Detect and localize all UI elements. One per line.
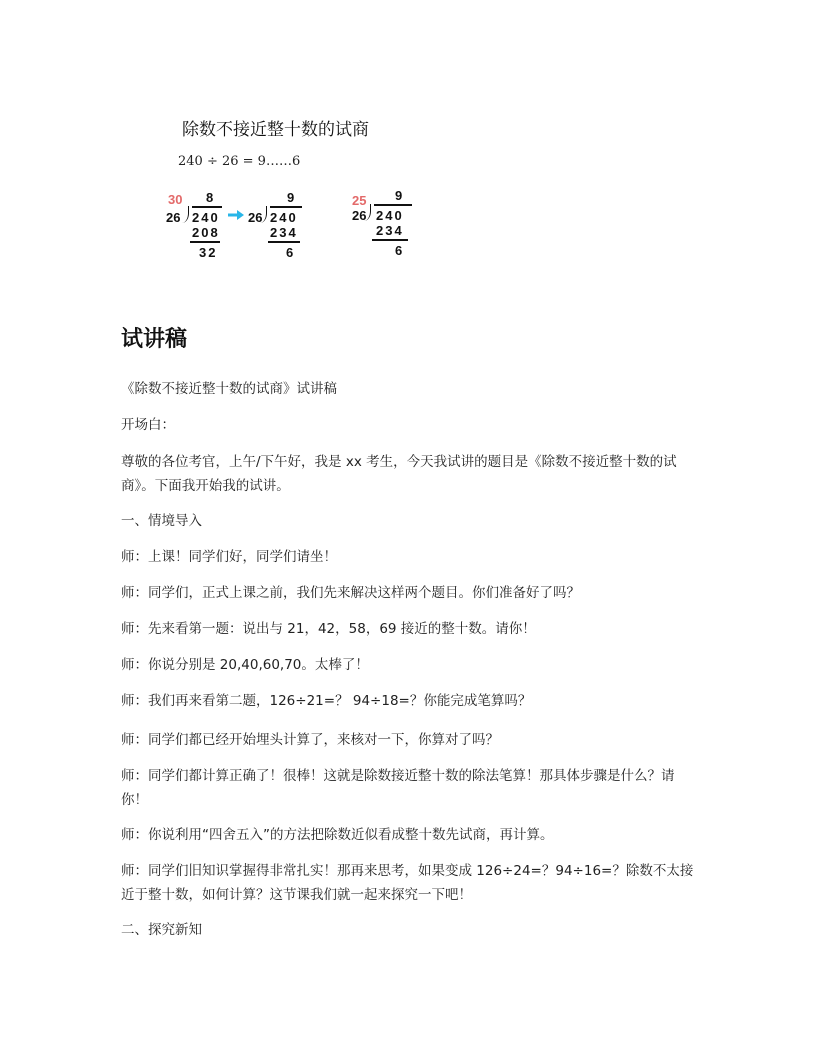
quotient: 9 xyxy=(287,190,295,205)
paragraph: 尊敬的各位考官，上午/下午好，我是 xx 考生，今天我试讲的题目是《除数不接近整十数的试商》。下面我开始我的试讲。 xyxy=(121,454,677,494)
paragraph: 师：你说分别是 20,40,60,70。太棒了！ xyxy=(121,657,369,673)
remainder: 32 xyxy=(199,245,218,260)
subtraction-line xyxy=(372,239,408,241)
long-division-3 xyxy=(352,188,418,258)
paragraph: 师：同学们都计算正确了！很棒！这就是除数接近整十数的除法笔算！那具体步骤是什么？请你！ xyxy=(121,768,675,808)
division-bar xyxy=(192,206,222,208)
division-equation: 240 ÷ 26 = 9……6 xyxy=(178,154,301,169)
dividend: 240 xyxy=(270,210,298,225)
remainder: 6 xyxy=(395,243,403,258)
section-heading: 试讲稿 xyxy=(121,327,188,352)
division-bracket xyxy=(182,206,189,223)
dividend: 240 xyxy=(192,210,220,225)
subtraction-line xyxy=(190,241,220,243)
paragraph: 师：同学们旧知识掌握得非常扎实！那再来思考，如果变成 126÷24=？94÷16=？除数不太接近于整十数，如何计算？这节课我们就一起来探究一下吧！ xyxy=(121,863,694,903)
figure-title: 除数不接近整十数的试商 xyxy=(182,120,369,140)
paragraph: 师：上课！同学们好，同学们请坐！ xyxy=(121,549,337,565)
long-division-1 xyxy=(166,190,226,260)
paragraph: 师：你说利用“四舍五入”的方法把除数近似看成整十数先试商，再计算。 xyxy=(121,827,554,843)
divisor: 26 xyxy=(166,210,181,225)
paragraph: 师：同学们都已经开始埋头计算了，来核对一下，你算对了吗？ xyxy=(121,732,499,748)
section-title: 一、情境导入 xyxy=(121,513,202,529)
product: 234 xyxy=(270,225,298,240)
product: 208 xyxy=(192,225,220,240)
divisor: 26 xyxy=(352,208,367,223)
quotient: 9 xyxy=(395,188,403,203)
dividend: 240 xyxy=(376,208,404,223)
arrow-right-icon xyxy=(228,210,244,220)
paragraph: 开场白： xyxy=(121,417,175,433)
estimate-label: 30 xyxy=(168,192,183,207)
subtraction-line xyxy=(268,241,300,243)
division-bar xyxy=(270,206,302,208)
section-title: 二、探究新知 xyxy=(121,922,202,938)
paragraph: 师：我们再来看第二题，126÷21=？ 94÷18=？你能完成笔算吗？ xyxy=(121,693,532,709)
product: 234 xyxy=(376,223,404,238)
quotient: 8 xyxy=(206,190,214,205)
estimate-label: 25 xyxy=(352,193,367,208)
doc-title-line: 《除数不接近整十数的试商》试讲稿 xyxy=(121,381,337,397)
paragraph: 师：同学们，正式上课之前，我们先来解决这样两个题目。你们准备好了吗？ xyxy=(121,585,580,601)
remainder: 6 xyxy=(286,245,294,260)
division-bar xyxy=(374,204,412,206)
divisor: 26 xyxy=(248,210,263,225)
paragraph: 师：先来看第一题：说出与 21，42，58，69 接近的整十数。请你！ xyxy=(121,621,536,637)
long-division-2 xyxy=(248,190,308,260)
